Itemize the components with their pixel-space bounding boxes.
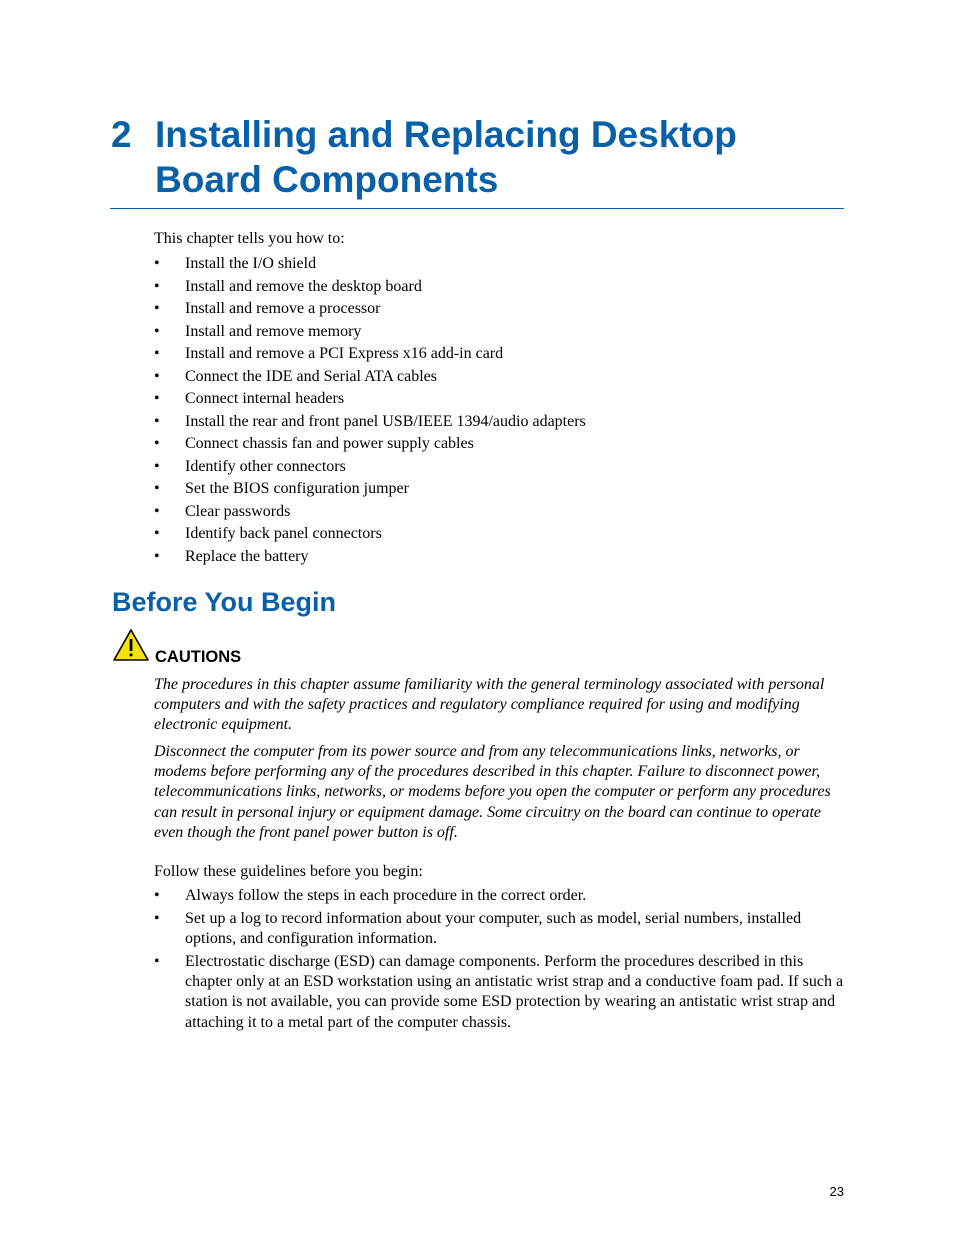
topic-list: [154, 254, 844, 569]
bullet-icon: •: [154, 255, 160, 272]
list-item: • Set the BIOS configuration jumper: [154, 479, 844, 502]
list-item: • Install and remove a PCI Express x16 add-in card: [154, 344, 844, 367]
section-heading: Before You Begin: [112, 587, 337, 617]
list-item: • Identify back panel connectors: [154, 524, 844, 547]
bullet-icon: •: [154, 300, 160, 317]
bullet-icon: •: [154, 547, 160, 565]
list-item: • Install and remove the desktop board: [154, 277, 844, 300]
bullet-icon: •: [154, 502, 160, 520]
guidelines-intro: Follow these guidelines before you begin:: [154, 863, 423, 880]
warning-triangle-icon: [112, 628, 150, 662]
list-item: • Connect internal headers: [154, 389, 844, 412]
list-item: • Connect chassis fan and power supply cables: [154, 434, 844, 457]
list-item: • Set up a log to record information about your computer, such as model, serial numbers, installed options, and configuration information.: [154, 909, 802, 947]
bullet-icon: •: [154, 909, 160, 927]
list-item: • Install the I/O shield: [154, 254, 844, 277]
caution-paragraph: Disconnect the computer from its power source and from any telecommunications links, networks, or modems before performing any of the procedures described in this chapter. Failure to disconnect power, telecommunications links, networks, or modems before you open the computer or perform any procedures can result in personal injury or equipment damage. Some circuitry on the board can continue to operate even though the front panel power button is off.: [154, 743, 831, 841]
bullet-icon: •: [154, 525, 160, 542]
title-divider: [110, 208, 844, 209]
bullet-icon: •: [154, 345, 160, 362]
list-item: • Install and remove memory: [154, 322, 844, 345]
list-item: • Always follow the steps in each procedure in the correct order.: [154, 886, 844, 906]
bullet-icon: •: [154, 952, 160, 970]
list-item: • Identify other connectors: [154, 457, 844, 480]
list-item: • Install and remove a processor: [154, 299, 844, 322]
list-item: • Connect the IDE and Serial ATA cables: [154, 367, 844, 390]
bullet-icon: •: [154, 887, 160, 904]
chapter-number: 2: [111, 114, 132, 155]
bullet-icon: •: [154, 457, 160, 475]
page-number: 23: [829, 1184, 844, 1199]
list-item: • Clear passwords: [154, 502, 844, 525]
bullet-icon: •: [154, 277, 160, 295]
chapter-intro: This chapter tells you how to:: [154, 230, 345, 247]
chapter-title-line-1: Installing and Replacing Desktop: [155, 114, 737, 155]
list-item: • Electrostatic discharge (ESD) can damage components. Perform the procedures described in this chapter only at an ESD workstation using an antistatic wrist strap and a conductive foam pad. If such a station is not available, you can provide some ESD protection by wearing an antistatic wrist strap and attaching it to a metal part of the computer chassis.: [154, 952, 844, 1031]
bullet-icon: •: [154, 390, 160, 407]
caution-paragraph: The procedures in this chapter assume familiarity with the general terminology associated with personal computers and with the safety practices and regulatory compliance required for using and modifying electronic equipment.: [154, 676, 825, 734]
bullet-icon: •: [154, 480, 160, 497]
bullet-icon: •: [154, 435, 160, 452]
chapter-title-line-2: Board Components: [155, 159, 499, 200]
list-item: • Replace the battery: [154, 547, 844, 570]
cautions-label: CAUTIONS: [155, 648, 242, 666]
guidelines-list: [154, 886, 844, 1035]
bullet-icon: •: [154, 412, 160, 430]
list-item: • Install the rear and front panel USB/IEEE 1394/audio adapters: [154, 412, 844, 435]
bullet-icon: •: [154, 367, 160, 385]
bullet-icon: •: [154, 322, 160, 340]
